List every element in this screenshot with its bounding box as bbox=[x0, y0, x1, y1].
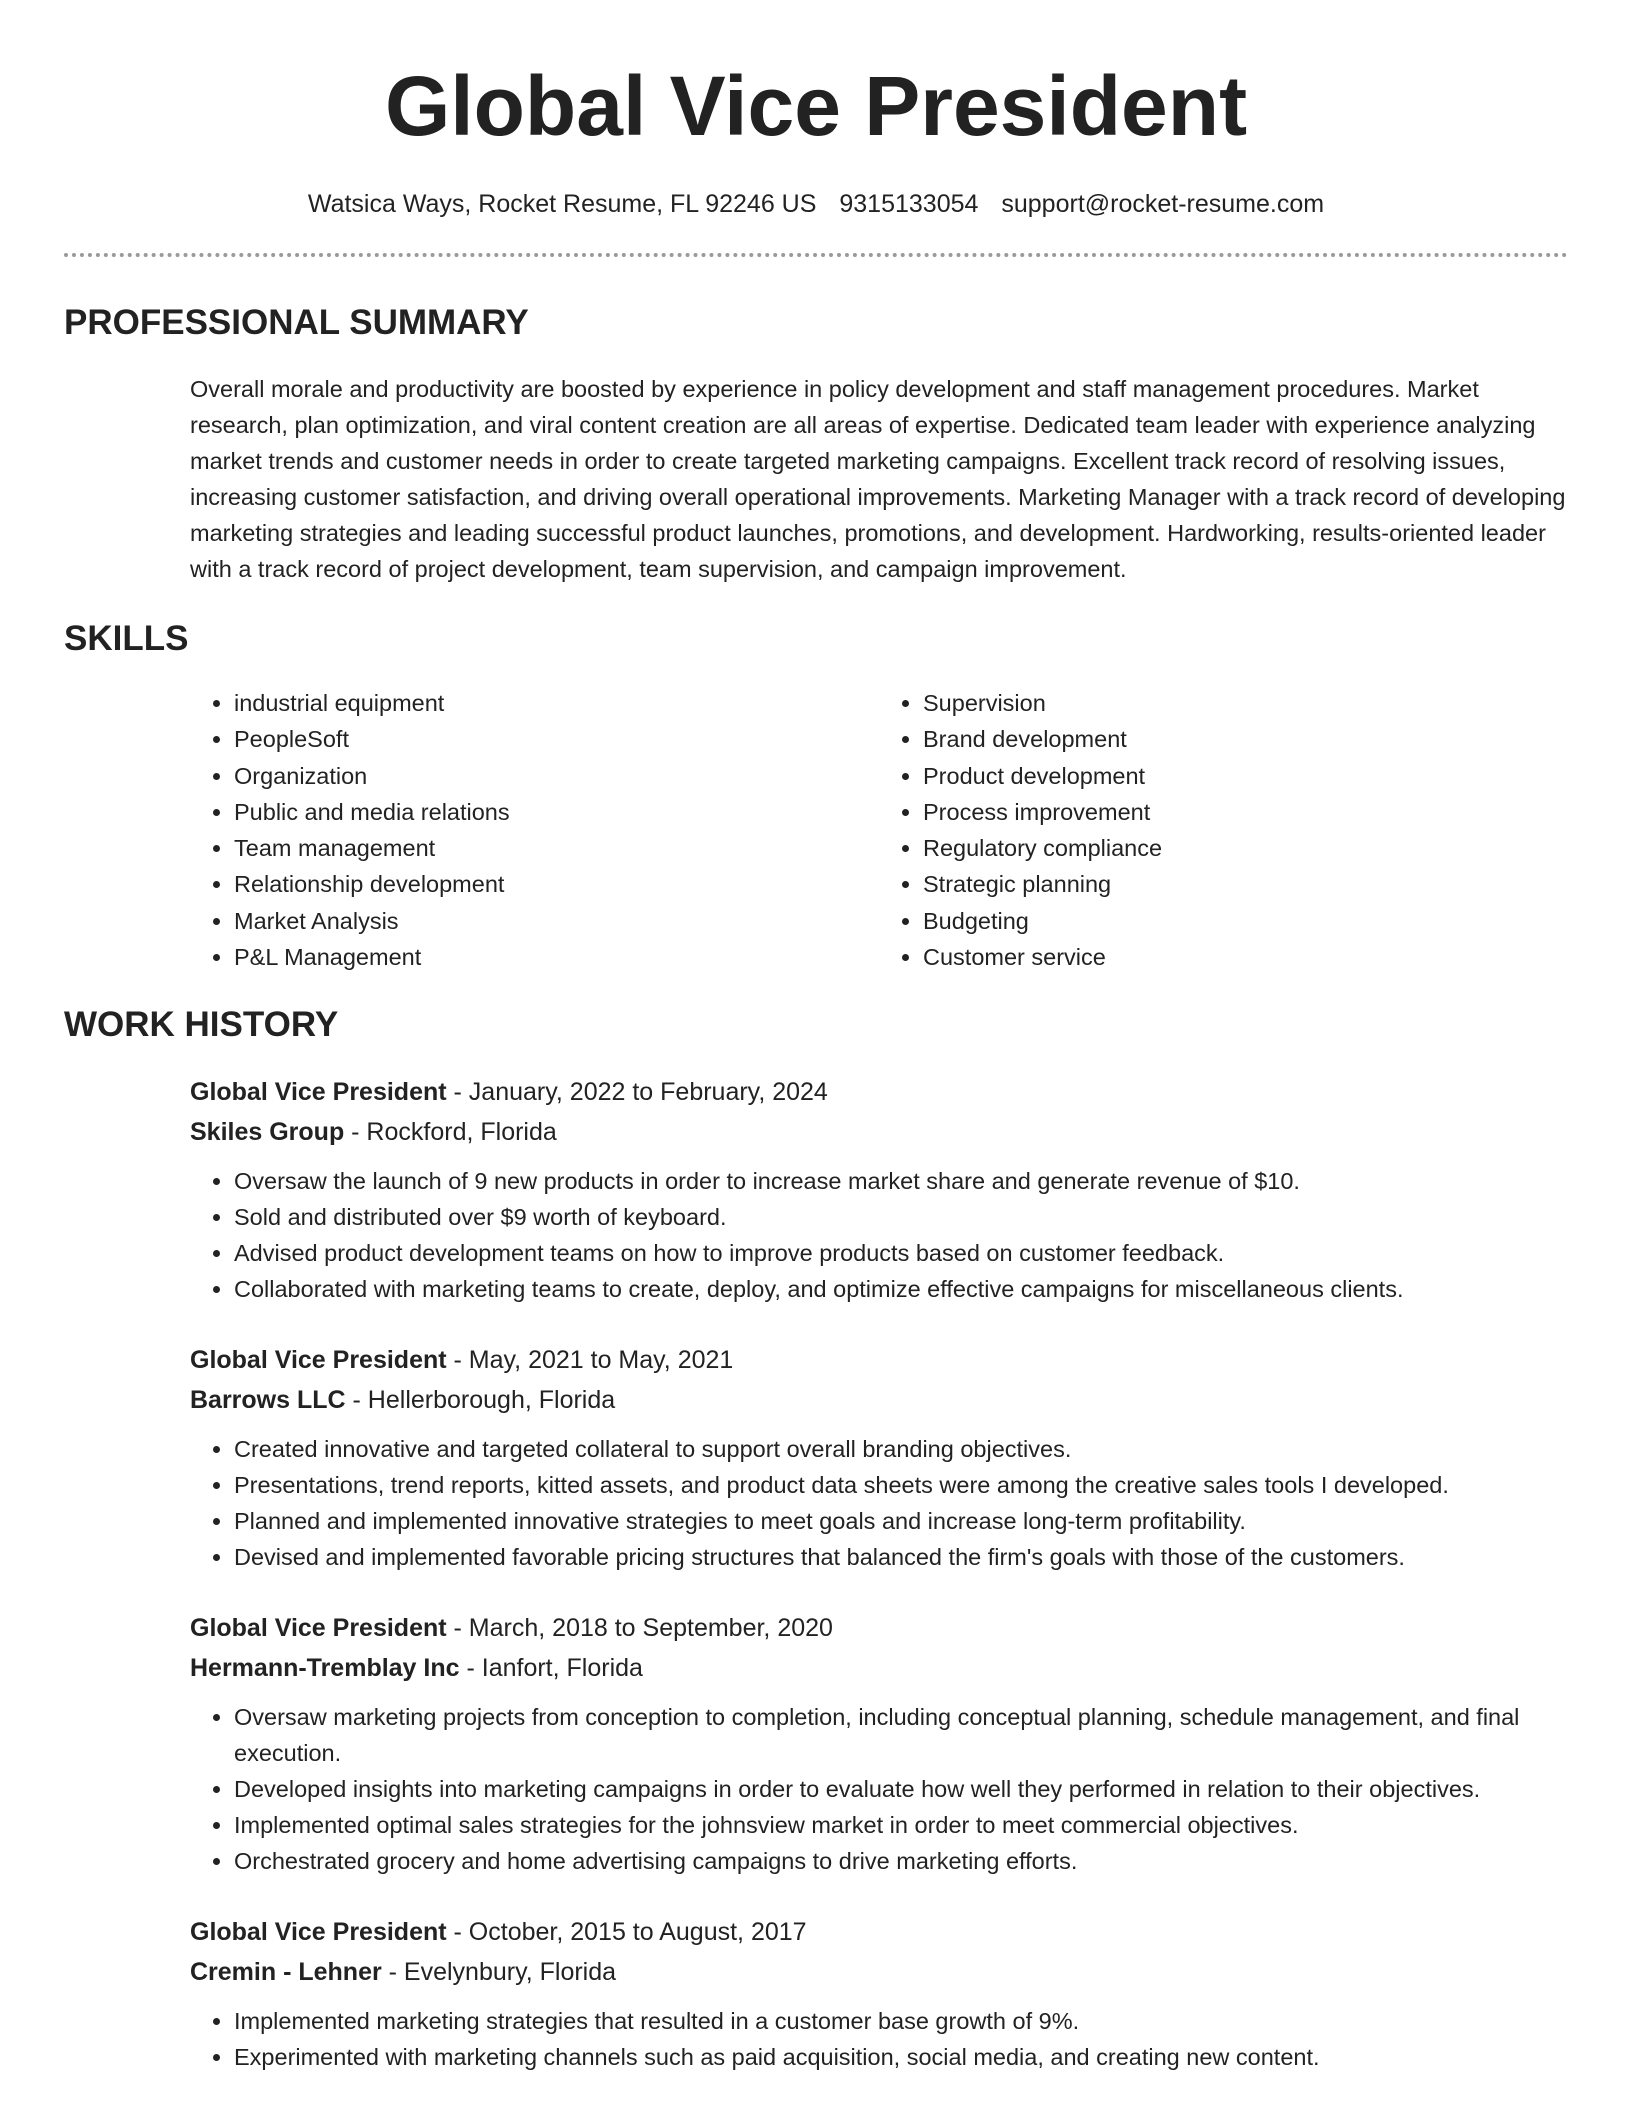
job-role: Global Vice President bbox=[190, 1078, 447, 1107]
job-entry bbox=[190, 1341, 1568, 1575]
job-entry bbox=[190, 1913, 1568, 2075]
job-bullet: • Experimented with marketing channels such as paid acquisition, social media, and creating new content. bbox=[234, 2039, 1568, 2075]
job-role: Global Vice President bbox=[190, 1614, 447, 1643]
job-bullet: • Oversaw marketing projects from conception to completion, including conceptual planning, schedule management, and final execution. bbox=[234, 1699, 1568, 1771]
job-bullet: • Advised product development teams on how to improve products based on customer feedback. bbox=[234, 1235, 1568, 1271]
section-title-skills: SKILLS bbox=[64, 619, 189, 658]
skill-item: • PeopleSoft bbox=[234, 721, 879, 757]
skills-column-right bbox=[879, 685, 1568, 975]
skills-column-left bbox=[190, 685, 879, 975]
skill-item: • Regulatory compliance bbox=[923, 830, 1568, 866]
professional-summary-section bbox=[64, 303, 1568, 587]
skill-item: • industrial equipment bbox=[234, 685, 879, 721]
job-company: Skiles Group bbox=[190, 1118, 345, 1147]
work-history-section bbox=[64, 1005, 1568, 2075]
job-bullet: • Sold and distributed over $9 worth of keyboard. bbox=[234, 1199, 1568, 1235]
job-bullet: • Devised and implemented favorable pricing structures that balanced the firm's goals with those of the customers. bbox=[234, 1539, 1568, 1575]
job-bullet: • Orchestrated grocery and home advertising campaigns to drive marketing efforts. bbox=[234, 1843, 1568, 1879]
job-location: - Hellerborough, Florida bbox=[345, 1386, 616, 1415]
job-company-line bbox=[190, 1381, 1568, 1419]
skill-item: • Relationship development bbox=[234, 866, 879, 902]
skill-item: • Process improvement bbox=[923, 794, 1568, 830]
job-role: Global Vice President bbox=[190, 1918, 447, 1947]
skill-item: • Public and media relations bbox=[234, 794, 879, 830]
contact-line bbox=[64, 190, 1568, 219]
summary-text: Overall morale and productivity are boosted by experience in policy development and staff management procedures. Market research, plan optimization, and viral content creation are all areas of expertise. Dedicated team leader with experience analyzing market trends and customer needs in order to create targeted marketing campaigns. Excellent track record of resolving issues, increasing customer satisfaction, and driving overall operational improvements. Marketing Manager with a track record of developing marketing strategies and leading successful product launches, promotions, and development. Hardworking, results-oriented leader with a track record of project development, team supervision, and campaign improvement. bbox=[190, 376, 1566, 582]
job-bullet: • Implemented marketing strategies that resulted in a customer base growth of 9%. bbox=[234, 2003, 1568, 2039]
job-title-line bbox=[190, 1073, 1568, 1111]
skill-item: • Budgeting bbox=[923, 903, 1568, 939]
skill-item: • Market Analysis bbox=[234, 903, 879, 939]
section-title-work-history: WORK HISTORY bbox=[64, 1005, 339, 1045]
contact-phone: 9315133054 bbox=[839, 190, 979, 218]
job-bullets bbox=[190, 1699, 1568, 1879]
job-entry bbox=[190, 1609, 1568, 1879]
contact-address: Watsica Ways, Rocket Resume, FL 92246 US bbox=[307, 190, 817, 218]
skill-item: • Organization bbox=[234, 758, 879, 794]
skill-item: • P&L Management bbox=[234, 939, 879, 975]
job-bullet: • Developed insights into marketing campaigns in order to evaluate how well they performed in relation to their objectives. bbox=[234, 1771, 1568, 1807]
job-entry bbox=[190, 1073, 1568, 1307]
skills-grid bbox=[190, 685, 1568, 975]
job-title-line bbox=[190, 1913, 1568, 1951]
job-bullet: • Collaborated with marketing teams to create, deploy, and optimize effective campaigns for miscellaneous clients. bbox=[234, 1271, 1568, 1307]
job-dates: - May, 2021 to May, 2021 bbox=[446, 1346, 734, 1375]
job-company-line bbox=[190, 1649, 1568, 1687]
skill-item: • Customer service bbox=[923, 939, 1568, 975]
job-company: Cremin - Lehner bbox=[190, 1958, 382, 1987]
job-bullet: • Created innovative and targeted collateral to support overall branding objectives. bbox=[234, 1431, 1568, 1467]
job-dates: - January, 2022 to February, 2024 bbox=[446, 1078, 828, 1107]
job-title-line bbox=[190, 1609, 1568, 1647]
job-company-line bbox=[190, 1113, 1568, 1151]
job-bullets bbox=[190, 1431, 1568, 1575]
job-location: - Evelynbury, Florida bbox=[381, 1958, 617, 1987]
section-title-summary: PROFESSIONAL SUMMARY bbox=[64, 303, 529, 342]
header-divider bbox=[64, 253, 1568, 257]
job-bullet: • Planned and implemented innovative strategies to meet goals and increase long-term profitability. bbox=[234, 1503, 1568, 1539]
skill-item: • Strategic planning bbox=[923, 866, 1568, 902]
job-dates: - October, 2015 to August, 2017 bbox=[446, 1918, 807, 1947]
job-company-line bbox=[190, 1953, 1568, 1991]
job-title-line bbox=[190, 1341, 1568, 1379]
job-bullets bbox=[190, 1163, 1568, 1307]
skill-item: • Brand development bbox=[923, 721, 1568, 757]
job-role: Global Vice President bbox=[190, 1346, 447, 1375]
job-location: - Ianfort, Florida bbox=[459, 1654, 643, 1683]
job-company: Hermann-Tremblay Inc bbox=[190, 1654, 460, 1683]
skill-item: • Supervision bbox=[923, 685, 1568, 721]
job-company: Barrows LLC bbox=[190, 1386, 346, 1415]
contact-email: support@rocket-resume.com bbox=[1001, 190, 1325, 218]
skill-item: • Product development bbox=[923, 758, 1568, 794]
skill-item: • Team management bbox=[234, 830, 879, 866]
job-bullets bbox=[190, 2003, 1568, 2075]
job-bullet: • Oversaw the launch of 9 new products in order to increase market share and generate revenue of $10. bbox=[234, 1163, 1568, 1199]
job-location: - Rockford, Florida bbox=[344, 1118, 557, 1147]
job-bullet: • Implemented optimal sales strategies for the johnsview market in order to meet commercial objectives. bbox=[234, 1807, 1568, 1843]
job-bullet: • Presentations, trend reports, kitted assets, and product data sheets were among the creative sales tools I developed. bbox=[234, 1467, 1568, 1503]
skills-section bbox=[64, 619, 1568, 975]
job-dates: - March, 2018 to September, 2020 bbox=[446, 1614, 833, 1643]
candidate-name: Global Vice President bbox=[384, 59, 1248, 153]
